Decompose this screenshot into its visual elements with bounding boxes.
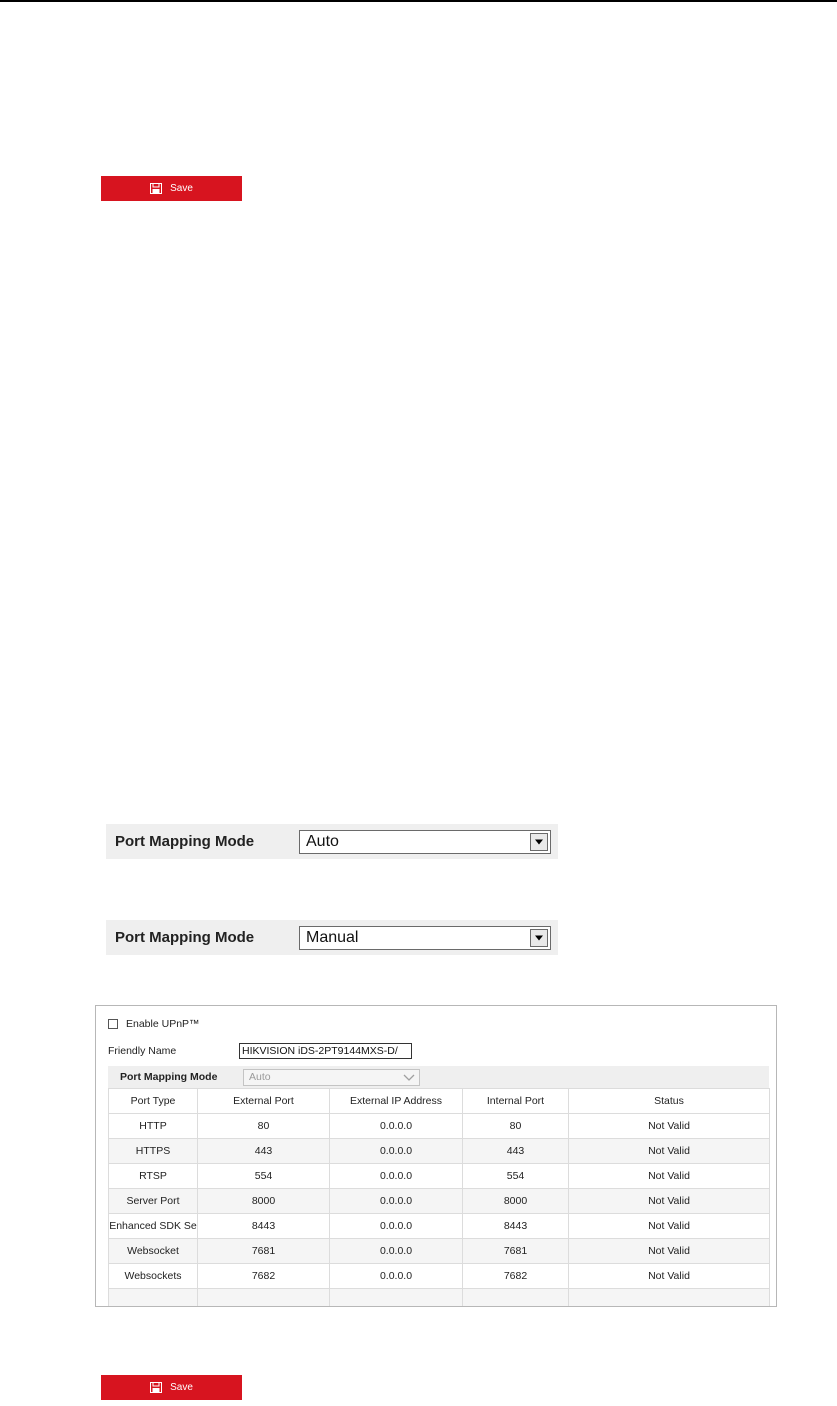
page-top-rule xyxy=(0,0,837,2)
external-port-cell: 554 xyxy=(198,1164,330,1189)
port-mapping-mode-manual-example xyxy=(106,920,558,955)
col-external-port: External Port xyxy=(198,1089,330,1114)
internal-port-cell: 8443 xyxy=(463,1214,569,1239)
status-cell: Not Valid xyxy=(569,1139,770,1164)
col-port-type: Port Type xyxy=(109,1089,198,1114)
save-button-bottom[interactable] xyxy=(101,1375,242,1400)
floppy-disk-icon xyxy=(150,183,162,194)
save-button-top[interactable] xyxy=(101,176,242,201)
port-mapping-mode-select[interactable] xyxy=(299,926,551,950)
port-mapping-mode-auto-example xyxy=(106,824,558,859)
enable-upnp-row[interactable] xyxy=(108,1018,200,1030)
port-mapping-mode-label: Port Mapping Mode xyxy=(115,833,255,850)
status-cell xyxy=(569,1289,770,1308)
save-button-label: Save xyxy=(170,1382,193,1393)
port-mapping-mode-value: Auto xyxy=(306,832,339,850)
internal-port-cell: 80 xyxy=(463,1114,569,1139)
enable-upnp-checkbox[interactable] xyxy=(108,1019,118,1029)
internal-port-cell: 7682 xyxy=(463,1264,569,1289)
table-row xyxy=(109,1189,770,1214)
chevron-down-icon xyxy=(403,1074,415,1081)
external-port-cell: 80 xyxy=(198,1114,330,1139)
table-row xyxy=(109,1239,770,1264)
table-row xyxy=(109,1164,770,1189)
col-external-ip: External IP Address xyxy=(330,1089,463,1114)
col-internal-port: Internal Port xyxy=(463,1089,569,1114)
table-row xyxy=(109,1214,770,1239)
port-type-cell: RTSP xyxy=(109,1164,198,1189)
port-type-cell: HTTP xyxy=(109,1114,198,1139)
dropdown-arrow-icon[interactable] xyxy=(530,929,548,947)
floppy-disk-icon xyxy=(150,1382,162,1393)
internal-port-cell: 443 xyxy=(463,1139,569,1164)
status-cell: Not Valid xyxy=(569,1264,770,1289)
port-mapping-mode-select[interactable] xyxy=(243,1069,420,1086)
external-ip-cell: 0.0.0.0 xyxy=(330,1264,463,1289)
status-cell: Not Valid xyxy=(569,1189,770,1214)
col-status: Status xyxy=(569,1089,770,1114)
friendly-name-input[interactable]: HIKVISION iDS-2PT9144MXS-D/ xyxy=(239,1043,412,1059)
status-cell: Not Valid xyxy=(569,1114,770,1139)
internal-port-cell: 8000 xyxy=(463,1189,569,1214)
friendly-name-label: Friendly Name xyxy=(108,1045,177,1057)
port-mapping-mode-label: Port Mapping Mode xyxy=(115,929,255,946)
save-button-label: Save xyxy=(170,183,193,194)
external-port-cell: 443 xyxy=(198,1139,330,1164)
port-mapping-mode-label: Port Mapping Mode xyxy=(120,1071,218,1083)
external-ip-cell: 0.0.0.0 xyxy=(330,1189,463,1214)
external-port-cell: 8443 xyxy=(198,1214,330,1239)
port-type-cell xyxy=(109,1289,198,1308)
external-ip-cell: 0.0.0.0 xyxy=(330,1114,463,1139)
port-mapping-table xyxy=(108,1088,770,1307)
external-ip-cell: 0.0.0.0 xyxy=(330,1214,463,1239)
port-type-cell: Websocket xyxy=(109,1239,198,1264)
internal-port-cell: 7681 xyxy=(463,1239,569,1264)
enable-upnp-label: Enable UPnP™ xyxy=(126,1018,200,1030)
status-cell: Not Valid xyxy=(569,1164,770,1189)
port-type-cell: Server Port xyxy=(109,1189,198,1214)
port-mapping-mode-value: Auto xyxy=(249,1071,271,1083)
port-type-cell: Enhanced SDK Se xyxy=(109,1214,198,1239)
external-port-cell: 7681 xyxy=(198,1239,330,1264)
upnp-settings-panel xyxy=(95,1005,777,1307)
external-ip-cell: 0.0.0.0 xyxy=(330,1239,463,1264)
port-mapping-mode-value: Manual xyxy=(306,928,359,946)
status-cell: Not Valid xyxy=(569,1214,770,1239)
internal-port-cell: 554 xyxy=(463,1164,569,1189)
table-row xyxy=(109,1289,770,1308)
port-type-cell: HTTPS xyxy=(109,1139,198,1164)
external-port-cell: 7682 xyxy=(198,1264,330,1289)
external-ip-cell: 0.0.0.0 xyxy=(330,1139,463,1164)
dropdown-arrow-icon[interactable] xyxy=(530,833,548,851)
external-ip-cell xyxy=(330,1289,463,1308)
table-row xyxy=(109,1114,770,1139)
external-port-cell: 8000 xyxy=(198,1189,330,1214)
external-port-cell xyxy=(198,1289,330,1308)
table-header-row xyxy=(109,1089,770,1114)
port-mapping-mode-select[interactable] xyxy=(299,830,551,854)
status-cell: Not Valid xyxy=(569,1239,770,1264)
port-type-cell: Websockets xyxy=(109,1264,198,1289)
internal-port-cell xyxy=(463,1289,569,1308)
port-mapping-mode-row xyxy=(108,1066,769,1088)
table-row xyxy=(109,1139,770,1164)
external-ip-cell: 0.0.0.0 xyxy=(330,1164,463,1189)
table-row xyxy=(109,1264,770,1289)
friendly-name-row xyxy=(108,1043,412,1059)
